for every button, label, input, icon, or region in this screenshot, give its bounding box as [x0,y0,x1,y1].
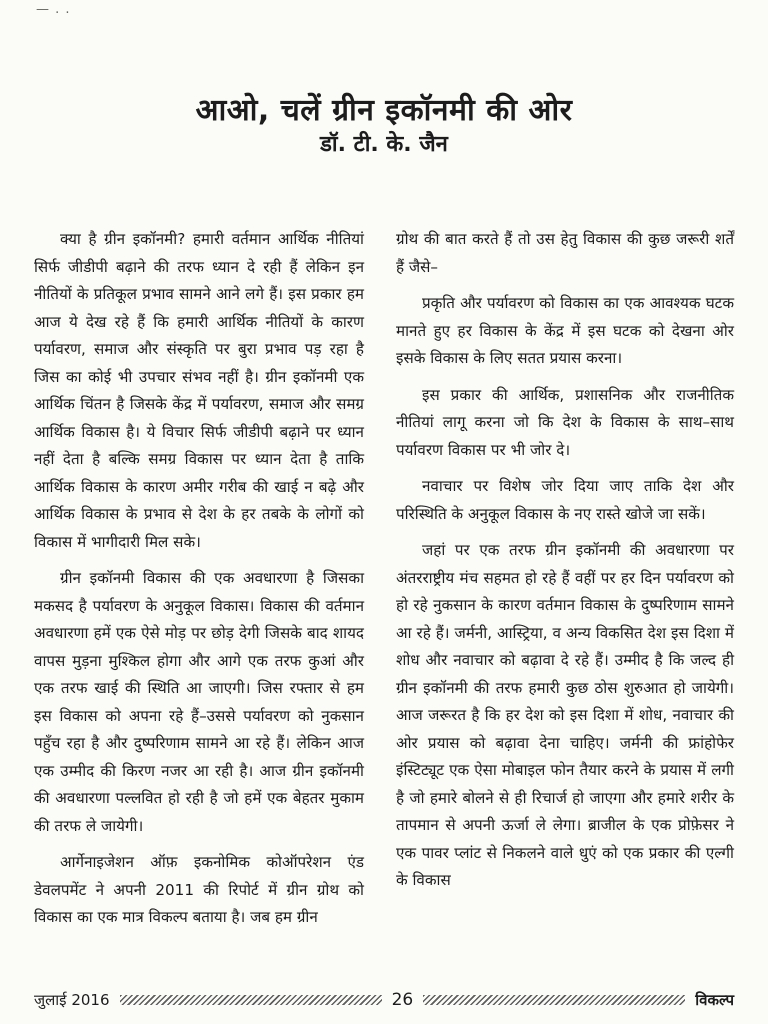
article-title: आओ, चलें ग्रीन इकॉनमी की ओर [195,93,573,129]
header-fragment: — . . [36,2,71,17]
issue-month: जुलाई 2016 [34,991,110,1009]
page-number: 26 [391,990,414,1010]
paragraph: क्या है ग्रीन इकॉनमी? हमारी वर्तमान आर्थिक नीतियां सिर्फ जीडीपी बढ़ाने की तरफ ध्यान दे रही हैं लेकिन इन नीतियों के प्रतिकूल प्रभाव सामने आने लगे हैं। इस प्रकार हम आज ये देख रहे हैं कि हमारी आर्थिक नीतियों के कारण पर्यावरण, समाज और संस्कृति पर बुरा प्रभाव पड़ रहा है जिस का कोई भी उपचार संभव नहीं है। ग्रीन इकॉनमी एक आर्थिक चिंतन है जिसके केंद्र में पर्यावरण, समाज और समग्र आर्थिक विकास है। ये विचार सिर्फ जीडीपी बढ़ाने पर ध्यान नहीं देता है बल्कि समग्र विकास पर ध्यान देता है ताकि आर्थिक विकास के कारण अमीर गरीब की खाई न बढ़े और आर्थिक विकास के प्रभाव से देश के हर तबके के लोगों को विकास में भागीदारी मिल सके। [34,230,364,551]
paragraph: आर्गेनाइजेशन ऑफ़ इकनोमिक कोऑपरेशन एंड डेवलपमेंट ने अपनी 2011 की रिपोर्ट में ग्रीन ग्रोथ को विकास का एक मात्र विकल्प बताया है। जब हम ग्रीन [34,853,364,926]
paragraph: नवाचार पर विशेष जोर दिया जाए ताकि देश और परिस्थिति के अनुकूल विकास के नए रास्ते खोजे जा सकें। [396,477,734,523]
paragraph: ग्रीन इकॉनमी विकास की एक अवधारणा है जिसका मकसद है पर्यावरण के अनुकूल विकास। विकास की वर्तमान अवधारणा हमें एक ऐसे मोड़ पर छोड़ देगी जिसके बाद शायद वापस मुड़ना मुश्किल होगा और आगे एक तरफ कुआं और एक तरफ खाई की स्थिति आ जाएगी। जिस रफ्तार से हम इस विकास को अपना रहे हैं–उससे पर्यावरण को नुकसान पहुँच रहा है और दुष्परिणाम सामने आ रहे हैं। लेकिन आज एक उम्मीद की किरण नजर आ रही है। आज ग्रीन इकॉनमी की अवधारणा पल्लवित हो रही है जो हमें एक बेहतर मुकाम की तरफ ले जायेगी। [34,569,364,835]
footer-ornament-right [423,995,685,1005]
right-column [396,226,734,904]
magazine-name: विकल्प [695,991,734,1009]
paragraph: इस प्रकार की आर्थिक, प्रशासनिक और राजनीतिक नीतियां लागू करना जो कि देश के विकास के साथ–साथ पर्यावरण विकास पर भी जोर दे। [396,385,734,459]
article-author: डॉ. टी. के. जैन [320,132,448,157]
left-column [34,226,364,941]
footer-ornament-left [120,995,382,1005]
page-footer [34,988,734,1012]
paragraph: ग्रोथ की बात करते हैं तो उस हेतु विकास की कुछ जरूरी शर्तें हैं जैसे– [396,230,734,276]
paragraph: जहां पर एक तरफ ग्रीन इकॉनमी की अवधारणा पर अंतरराष्ट्रीय मंच सहमत हो रहे हैं वहीं पर हर दिन पर्यावरण को हो रहे नुकसान के कारण वर्तमान विकास के दुष्परिणाम सामने आ रहे हैं। जर्मनी, आस्ट्रिया, व अन्य विकसित देश इस दिशा में शोध और नवाचार को बढ़ावा दे रहे हैं। उम्मीद है कि जल्द ही ग्रीन इकॉनमी की तरफ हमारी कुछ ठोस शुरुआत हो जायेगी। आज जरूरत है कि हर देश को इस दिशा में शोध, नवाचार की ओर प्रयास को बढ़ावा देना चाहिए। जर्मनी की फ्रांहोफेर इंस्टिट्यूट एक ऐसा मोबाइल फोन तैयार करने के प्रयास में लगी है जो हमारे बोलने से ही रिचार्ज हो जाएगा और हमारे शरीर के तापमान से अपनी ऊर्जा ले लेगा। ब्राजील के एक प्रोफ़ेसर ने एक पावर प्लांट से निकलने वाले धुएं को एक प्रकार की एल्गी के विकास [396,541,734,889]
paragraph: प्रकृति और पर्यावरण को विकास का एक आवश्यक घटक मानते हुए हर विकास के केंद्र में इस घटक को देखना ओर इसके विकास के लिए सतत प्रयास करना। [396,294,734,367]
